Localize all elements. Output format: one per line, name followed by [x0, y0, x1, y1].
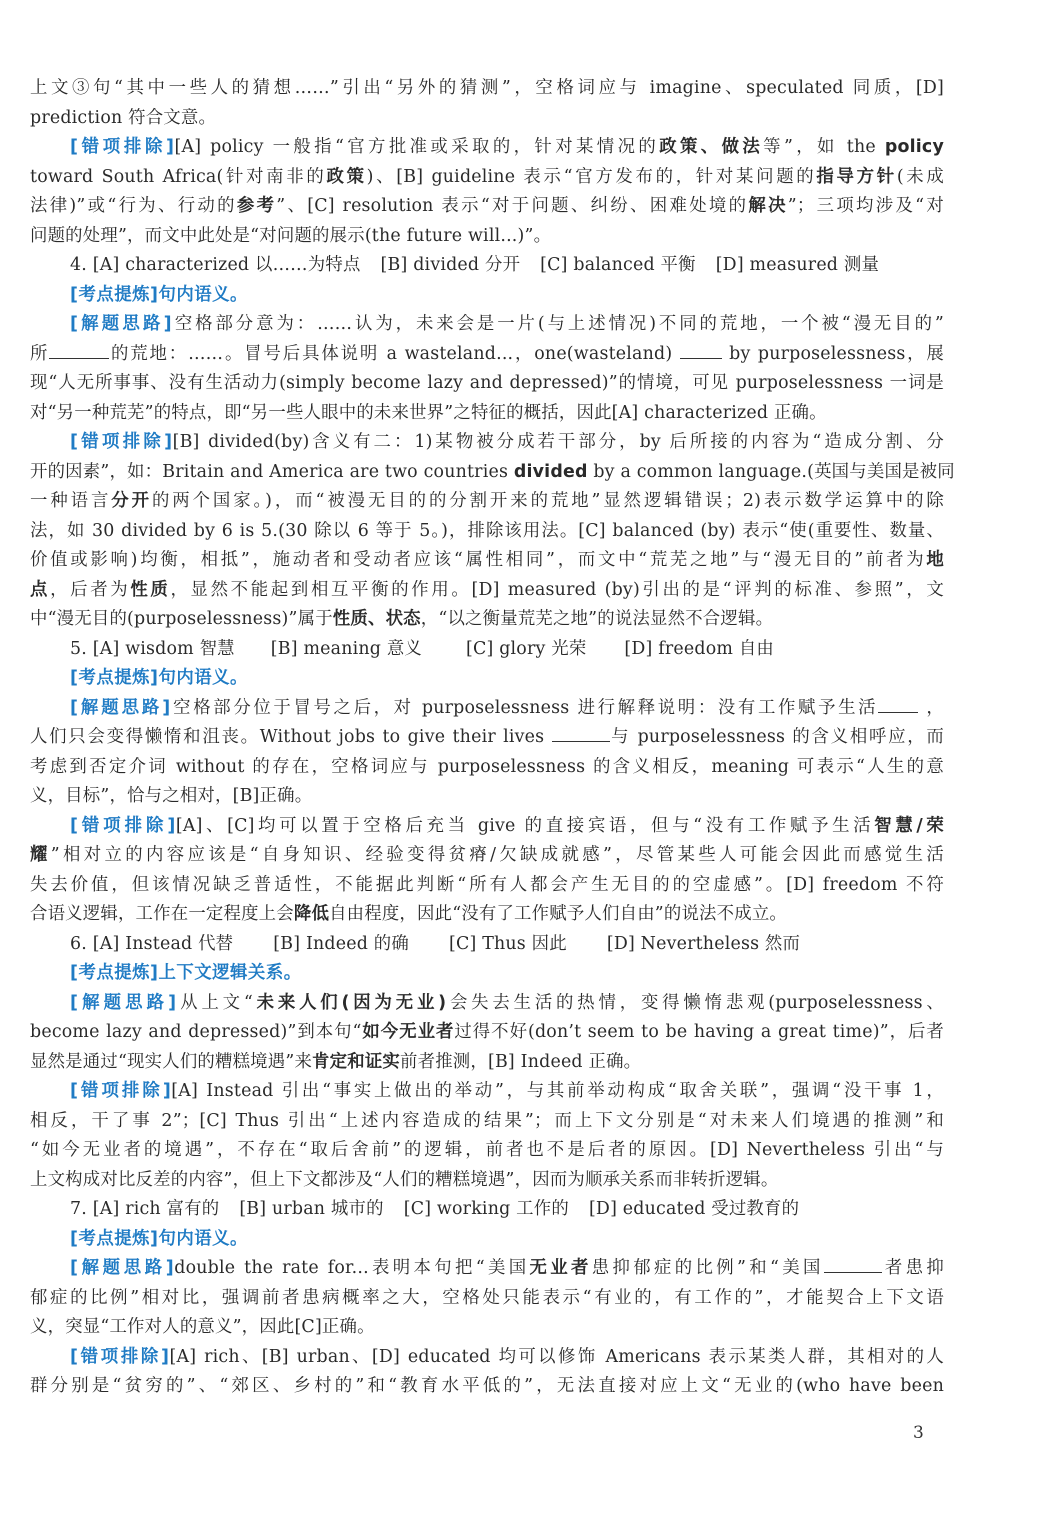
text: ， — [926, 697, 944, 718]
wrong-options-line — [30, 428, 944, 458]
bold-text: 性质 — [130, 579, 171, 600]
key-point-text: 句内语义。 — [158, 284, 248, 305]
text: 的荒地：……。冒号后具体说明 a wasteland...，one(wasteland) — [109, 343, 673, 364]
question-number: 7. — [70, 1199, 87, 1219]
paragraph-line: 群分别是“贫穷的”、“郊区、乡村的”和“教育水平低的”，无法直接对应上文“无业的(who have been — [30, 1376, 944, 1396]
bold-text: 耀 — [30, 845, 51, 865]
text: 与 purposelessness 的含义相呼应，而 — [609, 727, 945, 747]
text: toward South Africa(针对南非的 — [30, 166, 327, 187]
option-d: [D] Nevertheless 然而 — [606, 933, 801, 954]
paragraph-line: 法，如 30 divided by 6 is 5.(30 除以 6 等于 5。)，排除该用法。[C] balanced (by) 表示“使(重要性、数量、 — [30, 520, 944, 541]
answer-blank — [680, 340, 722, 359]
text: 法律)”或“行为、行动的 — [30, 196, 237, 216]
text: 自由程度，因此“没有了工作赋予人们自由”的说法不成立。 — [329, 904, 788, 924]
question-4-options — [30, 251, 944, 281]
paragraph-line — [30, 605, 944, 635]
paragraph-line — [30, 1018, 944, 1048]
key-point-text: 句内语义。 — [158, 668, 248, 688]
text: 开的因素”，如：Britain and America are two countries — [30, 461, 514, 482]
wrong-options-label: [错项排除] — [70, 815, 176, 836]
paragraph-line — [30, 900, 944, 930]
paragraph-line: 上文构成对比反差的内容”，但上下文都涉及“人们的糟糕境遇”，因而为顺承关系而非转折逻辑。 — [30, 1169, 779, 1190]
question-number: 4. — [70, 255, 87, 275]
paragraph-line — [30, 192, 944, 222]
text: ”；三项均涉及“对 — [787, 196, 944, 216]
key-point-text: 上下文逻辑关系。 — [158, 963, 302, 983]
text: 过得不好(don’t seem to be having a great time)”，后者 — [454, 1022, 944, 1042]
text: ，“以之衡量荒芜之地”的说法显然不合逻辑。 — [420, 609, 774, 629]
question-5-options — [30, 635, 944, 665]
text: ，后者为 — [50, 579, 131, 600]
text: 空格部分意为：……认为，未来会是一片(与上述情况)不同的荒地，一个被“漫无目的” — [172, 314, 944, 334]
solution-label: [解题思路] — [70, 314, 173, 334]
answer-blank — [824, 1254, 882, 1273]
text: 价值或影响)均衡，相抵”，施动者和受动者应该“属性相同”，而文中“荒芜之地”与“漫无目的”前者为 — [30, 550, 927, 570]
question-number: 5. — [70, 638, 87, 659]
paragraph-line — [30, 841, 944, 871]
bold-text: 政策、做法 — [659, 137, 764, 157]
wrong-options-line — [30, 1077, 944, 1107]
bold-text: 地 — [926, 550, 944, 570]
bold-text: policy — [884, 137, 944, 157]
text: 前者推测，[B] Indeed 正确。 — [400, 1051, 642, 1072]
answer-blank — [878, 694, 918, 713]
wrong-options-label: [错项排除] — [70, 432, 173, 452]
paragraph-line: 现“人无所事事、没有生活动力(simply become lazy and depressed)”的情境，可见 purposelessness 一词是 — [30, 373, 944, 393]
text: 患抑郁症的比例”和“美国 — [591, 1258, 824, 1278]
bold-text: 指导方针 — [816, 166, 897, 187]
solution-line — [30, 1254, 944, 1284]
bold-text: 如今无业者 — [361, 1022, 455, 1042]
question-6-options — [30, 930, 944, 960]
option-c: [C] working 工作的 — [403, 1199, 569, 1219]
option-c: [C] Thus 因此 — [449, 933, 567, 954]
text: [A] rich、[B] urban、[D] educated 均可以修饰 Americans 表示某类人群，其相对的人 — [169, 1346, 944, 1367]
option-a: [A] characterized 以……为特点 — [92, 255, 361, 275]
document-page — [30, 74, 955, 1402]
text: )、[B] guideline 表示“官方发布的，针对某问题的 — [366, 166, 817, 187]
text: by a common language.(英国与美国是被同 — [587, 461, 955, 482]
option-b: [B] meaning 意义 — [270, 638, 422, 659]
text: 中“漫无目的(purposelessness)”属于 — [30, 609, 333, 629]
paragraph-line: “如今无业者的境遇”，不存在“取后舍前”的逻辑，前者也不是后者的原因。[D] Nevertheless 引出“与 — [30, 1140, 944, 1160]
option-c: [C] glory 光荣 — [466, 638, 587, 659]
paragraph-line: 义，突显“工作对人的意义”，因此[C]正确。 — [30, 1317, 375, 1337]
text: [A] policy 一般指“官方批准或采取的，针对某情况的 — [174, 137, 660, 157]
text: [A]、[C]均可以置于空格后充当 give 的直接宾语，但与“没有工作赋予生活 — [175, 815, 875, 836]
text: (未成 — [896, 166, 944, 187]
paragraph-line — [30, 723, 944, 753]
option-c: [C] balanced 平衡 — [540, 255, 696, 275]
bold-text: 政策 — [326, 166, 367, 187]
text: become lazy and depressed)”到本句“ — [30, 1022, 362, 1042]
text: ”相对立的内容应该是“自身知识、经验变得贫瘠/欠缺成就感”，尽管某些人可能会因此而感觉生活 — [50, 845, 944, 865]
key-point-label: [考点提炼] — [70, 668, 159, 688]
solution-label: [解题思路] — [70, 992, 177, 1013]
option-a: [A] wisdom 智慧 — [92, 638, 235, 659]
paragraph-line — [30, 1048, 944, 1078]
wrong-options-line — [30, 133, 944, 163]
paragraph-line — [30, 576, 944, 606]
bold-text: 无业者 — [529, 1258, 592, 1278]
text: ”、[C] resolution 表示“对于问题、纠纷、困难处境的 — [276, 196, 749, 216]
option-b: [B] Indeed 的确 — [273, 933, 409, 954]
question-number: 6. — [70, 933, 87, 954]
paragraph-line — [30, 340, 944, 370]
key-point-label: [考点提炼] — [70, 1228, 159, 1249]
solution-label: [解题思路] — [70, 1258, 175, 1278]
text: 会失去生活的热情，变得懒惰悲观(purposelessness、 — [446, 992, 944, 1013]
paragraph-line: prediction 符合文意。 — [30, 107, 217, 128]
text: ，显然不能起到相互平衡的作用。[D] measured (by)引出的是“评判的标准、参照”，文 — [170, 579, 944, 600]
text: 所 — [30, 343, 50, 364]
wrong-options-label: [错项排除] — [70, 1081, 172, 1101]
option-a: [A] rich 富有的 — [92, 1199, 220, 1219]
bold-text: 智慧/荣 — [874, 815, 945, 836]
paragraph-line: 考虑到否定介词 without 的存在，空格词应与 purposelessness 的含义相反，meaning 可表示“人生的意 — [30, 756, 944, 777]
wrong-options-line — [30, 812, 944, 842]
page-number: 3 — [913, 1423, 924, 1443]
text: 的两个国家。)，而“被漫无目的的分割开来的荒地”显然逻辑错误；2)表示数学运算中的除 — [151, 491, 945, 511]
paragraph-line: 上文③句“其中一些人的猜想……”引出“另外的猜测”，空格词应与 imagine、speculated 同质，[D] — [30, 78, 944, 98]
answer-blank — [552, 723, 610, 742]
text: 空格部分位于冒号之后，对 purposelessness 进行解释说明：没有工作赋予生活 — [170, 697, 879, 718]
bold-text: 点 — [30, 579, 51, 600]
solution-line — [30, 989, 944, 1019]
option-b: [B] urban 城市的 — [239, 1199, 384, 1219]
key-point-line — [30, 959, 944, 989]
text: double the rate for...表明本句把“美国 — [174, 1258, 530, 1278]
text: [B] divided(by)含义有二：1)某物被分成若干部分，by 后所接的内容为“造成分割、分 — [172, 432, 944, 452]
paragraph-line — [30, 458, 955, 488]
paragraph-line: 郁症的比例”相对比，强调前者患病概率之大，空格处只能表示“有业的，有工作的”，才能契合上下文语 — [30, 1287, 944, 1308]
option-d: [D] measured 测量 — [715, 255, 880, 275]
wrong-options-label: [错项排除] — [70, 137, 175, 157]
paragraph-line: 问题的处理”，而文中此处是“对问题的展示(the future will...)”。 — [30, 225, 552, 246]
bold-text: 解决 — [748, 196, 788, 216]
paragraph-line: 相反，干了事 2”；[C] Thus 引出“上述内容造成的结果”；而上下文分别是“对未来人们境遇的推测”和 — [30, 1110, 944, 1131]
bold-text: 参考 — [236, 196, 277, 216]
option-b: [B] divided 分开 — [380, 255, 521, 275]
wrong-options-line — [30, 1343, 944, 1373]
key-point-line — [30, 281, 944, 311]
text: 等”，如 the — [763, 137, 885, 157]
option-a: [A] Instead 代替 — [92, 933, 234, 954]
answer-blank — [49, 340, 109, 359]
solution-line — [30, 694, 944, 724]
bold-text: 未来人们(因为无业) — [253, 992, 447, 1013]
solution-label: [解题思路] — [70, 697, 171, 718]
text: 人们只会变得懒惰和沮丧。Without jobs to give their lives — [30, 727, 552, 747]
wrong-options-label: [错项排除] — [70, 1346, 170, 1367]
option-d: [D] freedom 自由 — [624, 638, 774, 659]
text: [A] Instead 引出“事实上做出的举动”，与其前举动构成“取舍关联”，强调“没干事 1， — [171, 1081, 945, 1101]
solution-line — [30, 310, 944, 340]
question-7-options — [30, 1195, 944, 1225]
key-point-line — [30, 664, 944, 694]
paragraph-line — [30, 163, 944, 193]
option-d: [D] educated 受过教育的 — [588, 1199, 800, 1219]
bold-text: 分开 — [111, 491, 152, 511]
paragraph-line — [30, 546, 944, 576]
key-point-text: 句内语义。 — [158, 1228, 248, 1249]
text: 合语义逻辑，工作在一定程度上会 — [30, 904, 294, 924]
text: 一种语言 — [30, 491, 112, 511]
key-point-label: [考点提炼] — [70, 963, 159, 983]
text: 者患抑 — [881, 1258, 944, 1278]
bold-text: 降低 — [293, 904, 330, 924]
key-point-line — [30, 1225, 944, 1255]
text: by purposelessness，展 — [729, 343, 944, 364]
bold-text: divided — [513, 461, 588, 482]
paragraph-line — [30, 487, 944, 517]
paragraph-line: 对“另一种荒芜”的特点，即“另一些人眼中的未来世界”之特征的概括，因此[A] characterized 正确。 — [30, 402, 827, 423]
text: 从上文“ — [176, 992, 253, 1013]
text: 显然是通过“现实人们的糟糕境遇”来 — [30, 1051, 313, 1072]
bold-text: 性质、状态 — [332, 609, 421, 629]
paragraph-line: 失去价值，但该情况缺乏普适性，不能据此判断“所有人都会产生无目的的空虚感”。[D] freedom 不符 — [30, 874, 944, 895]
key-point-label: [考点提炼] — [70, 284, 159, 305]
paragraph-line: 义，目标”，恰与之相对，[B]正确。 — [30, 786, 313, 806]
bold-text: 肯定和证实 — [312, 1051, 401, 1072]
